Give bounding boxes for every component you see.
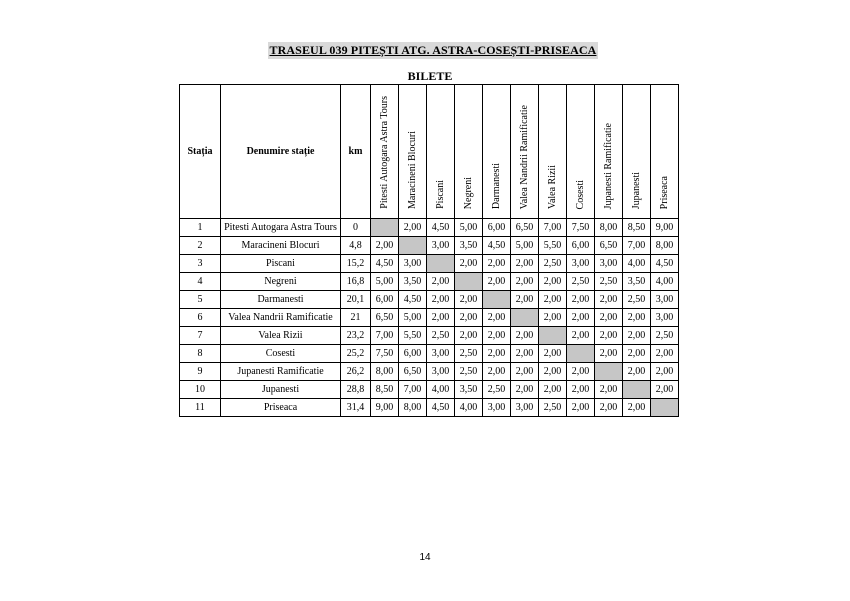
fare-cell: 5,00 xyxy=(399,309,427,327)
station-name-cell: Jupanesti xyxy=(221,381,341,399)
fare-cell: 8,50 xyxy=(371,381,399,399)
km-cell: 25,2 xyxy=(341,345,371,363)
header-destination xyxy=(399,85,427,219)
fare-cell: 3,50 xyxy=(399,273,427,291)
fare-cell: 2,50 xyxy=(539,399,567,417)
fare-cell: 2,00 xyxy=(371,237,399,255)
fare-cell: 2,00 xyxy=(567,381,595,399)
station-name-cell: Priseaca xyxy=(221,399,341,417)
page-title: TRASEUL 039 PITEȘTI ATG. ASTRA-COSEȘTI-PRISEACA xyxy=(269,43,597,57)
table-row xyxy=(180,399,679,417)
fare-cell: 7,50 xyxy=(567,219,595,237)
header-station-name: Denumire stație xyxy=(221,85,341,219)
fare-cell: 2,50 xyxy=(567,273,595,291)
fare-cell: 4,00 xyxy=(427,381,455,399)
fare-cell: 4,50 xyxy=(651,255,679,273)
fare-cell: 2,00 xyxy=(567,309,595,327)
header-destination-label: Valea Nandrii Ramificatie xyxy=(519,104,530,209)
fare-cell: 4,00 xyxy=(455,399,483,417)
fare-cell: 8,00 xyxy=(595,219,623,237)
header-row xyxy=(180,85,679,219)
fare-cell: 2,00 xyxy=(623,309,651,327)
fare-cell: 2,00 xyxy=(623,399,651,417)
table-subtitle: BILETE xyxy=(407,69,453,83)
fare-cell: 9,00 xyxy=(651,219,679,237)
fare-table-body xyxy=(180,219,679,417)
fare-cell: 2,00 xyxy=(651,363,679,381)
station-name-cell: Negreni xyxy=(221,273,341,291)
fare-cell: 2,00 xyxy=(511,381,539,399)
fare-cell: 7,50 xyxy=(371,345,399,363)
fare-cell: 2,00 xyxy=(539,363,567,381)
fare-cell: 3,00 xyxy=(511,399,539,417)
station-number-cell: 5 xyxy=(180,291,221,309)
same-station-cell xyxy=(511,309,539,327)
fare-cell: 3,50 xyxy=(455,381,483,399)
fare-cell: 2,00 xyxy=(483,273,511,291)
fare-cell: 3,50 xyxy=(455,237,483,255)
page-number: 14 xyxy=(419,552,431,563)
fare-cell: 2,00 xyxy=(539,273,567,291)
km-cell: 31,4 xyxy=(341,399,371,417)
header-destination-label: Darmanesti xyxy=(491,162,502,209)
fare-cell: 8,00 xyxy=(651,237,679,255)
fare-cell: 6,50 xyxy=(595,237,623,255)
station-number-cell: 4 xyxy=(180,273,221,291)
fare-cell: 2,00 xyxy=(399,219,427,237)
header-destination-label: Cosesti xyxy=(575,179,586,209)
fare-cell: 2,00 xyxy=(567,327,595,345)
fare-cell: 2,00 xyxy=(651,345,679,363)
fare-cell: 2,00 xyxy=(455,327,483,345)
fare-cell: 7,00 xyxy=(623,237,651,255)
fare-cell: 2,00 xyxy=(623,327,651,345)
fare-cell: 2,00 xyxy=(483,327,511,345)
station-number-cell: 9 xyxy=(180,363,221,381)
fare-cell: 2,50 xyxy=(595,273,623,291)
fare-cell: 3,50 xyxy=(623,273,651,291)
station-name-cell: Jupanesti Ramificatie xyxy=(221,363,341,381)
fare-cell: 2,00 xyxy=(427,291,455,309)
fare-cell: 4,50 xyxy=(371,255,399,273)
station-name-cell: Darmanesti xyxy=(221,291,341,309)
fare-cell: 2,00 xyxy=(427,273,455,291)
fare-cell: 2,50 xyxy=(483,381,511,399)
header-destination-label: Negreni xyxy=(463,176,474,209)
header-destination-label: Jupanesti xyxy=(631,171,642,209)
table-row xyxy=(180,327,679,345)
fare-cell: 2,00 xyxy=(539,291,567,309)
station-number-cell: 2 xyxy=(180,237,221,255)
km-cell: 26,2 xyxy=(341,363,371,381)
km-cell: 21 xyxy=(341,309,371,327)
fare-cell: 6,00 xyxy=(483,219,511,237)
fare-cell: 3,00 xyxy=(427,363,455,381)
fare-cell: 3,00 xyxy=(399,255,427,273)
header-destination xyxy=(651,85,679,219)
header-destination-label: Jupanesti Ramificatie xyxy=(603,122,614,209)
fare-cell: 8,00 xyxy=(399,399,427,417)
table-row xyxy=(180,219,679,237)
header-station: Stația xyxy=(180,85,221,219)
fare-cell: 2,00 xyxy=(567,291,595,309)
fare-cell: 2,00 xyxy=(651,381,679,399)
table-row xyxy=(180,237,679,255)
station-name-cell: Valea Nandrii Ramificatie xyxy=(221,309,341,327)
station-number-cell: 10 xyxy=(180,381,221,399)
station-name-cell: Pitesti Autogara Astra Tours xyxy=(221,219,341,237)
same-station-cell xyxy=(595,363,623,381)
table-row xyxy=(180,291,679,309)
fare-cell: 3,00 xyxy=(567,255,595,273)
table-row xyxy=(180,363,679,381)
fare-cell: 2,00 xyxy=(595,291,623,309)
header-km: km xyxy=(341,85,371,219)
station-number-cell: 3 xyxy=(180,255,221,273)
fare-cell: 2,00 xyxy=(511,363,539,381)
fare-cell: 4,00 xyxy=(623,255,651,273)
fare-cell: 2,00 xyxy=(511,255,539,273)
fare-cell: 2,00 xyxy=(539,381,567,399)
table-row xyxy=(180,345,679,363)
fare-cell: 4,50 xyxy=(483,237,511,255)
fare-cell: 2,50 xyxy=(455,345,483,363)
km-cell: 15,2 xyxy=(341,255,371,273)
same-station-cell xyxy=(371,219,399,237)
station-name-cell: Valea Rizii xyxy=(221,327,341,345)
header-destination xyxy=(539,85,567,219)
fare-cell: 8,50 xyxy=(623,219,651,237)
header-destination xyxy=(623,85,651,219)
header-destination-label: Maracineni Blocuri xyxy=(407,130,418,209)
fare-cell: 4,00 xyxy=(651,273,679,291)
fare-cell: 4,50 xyxy=(427,399,455,417)
station-name-cell: Maracineni Blocuri xyxy=(221,237,341,255)
header-destination xyxy=(483,85,511,219)
fare-cell: 3,00 xyxy=(427,345,455,363)
same-station-cell xyxy=(427,255,455,273)
fare-cell: 5,50 xyxy=(399,327,427,345)
fare-cell: 2,00 xyxy=(483,345,511,363)
fare-cell: 6,00 xyxy=(371,291,399,309)
fare-cell: 6,50 xyxy=(371,309,399,327)
fare-cell: 8,00 xyxy=(371,363,399,381)
km-cell: 16,8 xyxy=(341,273,371,291)
same-station-cell xyxy=(483,291,511,309)
fare-cell: 3,00 xyxy=(595,255,623,273)
fare-cell: 4,50 xyxy=(427,219,455,237)
station-number-cell: 6 xyxy=(180,309,221,327)
fare-cell: 5,50 xyxy=(539,237,567,255)
table-row xyxy=(180,309,679,327)
fare-cell: 7,00 xyxy=(539,219,567,237)
fare-cell: 2,00 xyxy=(595,327,623,345)
fare-cell: 4,50 xyxy=(399,291,427,309)
station-name-cell: Piscani xyxy=(221,255,341,273)
station-number-cell: 1 xyxy=(180,219,221,237)
header-destination-label: Piscani xyxy=(435,180,446,209)
station-number-cell: 8 xyxy=(180,345,221,363)
fare-cell: 2,00 xyxy=(567,363,595,381)
fare-table xyxy=(179,84,679,417)
fare-cell: 9,00 xyxy=(371,399,399,417)
fare-cell: 7,00 xyxy=(399,381,427,399)
table-row xyxy=(180,273,679,291)
fare-cell: 2,00 xyxy=(567,399,595,417)
table-row xyxy=(180,255,679,273)
fare-cell: 5,00 xyxy=(455,219,483,237)
fare-cell: 2,00 xyxy=(539,345,567,363)
fare-cell: 2,50 xyxy=(539,255,567,273)
fare-cell: 2,00 xyxy=(455,255,483,273)
fare-cell: 2,50 xyxy=(427,327,455,345)
fare-cell: 2,00 xyxy=(595,345,623,363)
header-destination-label: Priseaca xyxy=(659,175,670,209)
same-station-cell xyxy=(567,345,595,363)
header-destination xyxy=(511,85,539,219)
km-cell: 20,1 xyxy=(341,291,371,309)
fare-cell: 3,00 xyxy=(427,237,455,255)
station-number-cell: 11 xyxy=(180,399,221,417)
fare-cell: 2,00 xyxy=(595,399,623,417)
fare-cell: 6,00 xyxy=(567,237,595,255)
fare-cell: 2,00 xyxy=(511,327,539,345)
station-number-cell: 7 xyxy=(180,327,221,345)
header-destination xyxy=(567,85,595,219)
fare-cell: 6,50 xyxy=(399,363,427,381)
km-cell: 28,8 xyxy=(341,381,371,399)
table-row xyxy=(180,381,679,399)
fare-cell: 6,50 xyxy=(511,219,539,237)
same-station-cell xyxy=(539,327,567,345)
fare-cell: 2,00 xyxy=(511,273,539,291)
fare-cell: 3,00 xyxy=(651,309,679,327)
header-destination-label: Valea Rizii xyxy=(547,164,558,209)
fare-cell: 2,00 xyxy=(483,255,511,273)
fare-cell: 2,50 xyxy=(623,291,651,309)
fare-cell: 5,00 xyxy=(371,273,399,291)
header-destination xyxy=(371,85,399,219)
fare-cell: 3,00 xyxy=(483,399,511,417)
fare-cell: 5,00 xyxy=(511,237,539,255)
fare-cell: 2,00 xyxy=(427,309,455,327)
header-destination xyxy=(595,85,623,219)
km-cell: 23,2 xyxy=(341,327,371,345)
fare-cell: 2,00 xyxy=(623,345,651,363)
fare-cell: 6,00 xyxy=(399,345,427,363)
same-station-cell xyxy=(623,381,651,399)
fare-cell: 2,00 xyxy=(595,309,623,327)
fare-cell: 2,00 xyxy=(483,309,511,327)
header-destination xyxy=(455,85,483,219)
km-cell: 0 xyxy=(341,219,371,237)
fare-cell: 3,00 xyxy=(651,291,679,309)
fare-cell: 2,00 xyxy=(539,309,567,327)
fare-cell: 2,50 xyxy=(651,327,679,345)
fare-cell: 2,00 xyxy=(483,363,511,381)
header-destination xyxy=(427,85,455,219)
fare-cell: 2,00 xyxy=(623,363,651,381)
fare-cell: 2,50 xyxy=(455,363,483,381)
same-station-cell xyxy=(651,399,679,417)
fare-cell: 7,00 xyxy=(371,327,399,345)
fare-cell: 2,00 xyxy=(511,345,539,363)
header-destination-label: Pitesti Autogara Astra Tours xyxy=(379,96,390,209)
station-name-cell: Cosesti xyxy=(221,345,341,363)
fare-cell: 2,00 xyxy=(595,381,623,399)
same-station-cell xyxy=(455,273,483,291)
same-station-cell xyxy=(399,237,427,255)
fare-cell: 2,00 xyxy=(511,291,539,309)
fare-cell: 2,00 xyxy=(455,309,483,327)
fare-cell: 2,00 xyxy=(455,291,483,309)
km-cell: 4,8 xyxy=(341,237,371,255)
